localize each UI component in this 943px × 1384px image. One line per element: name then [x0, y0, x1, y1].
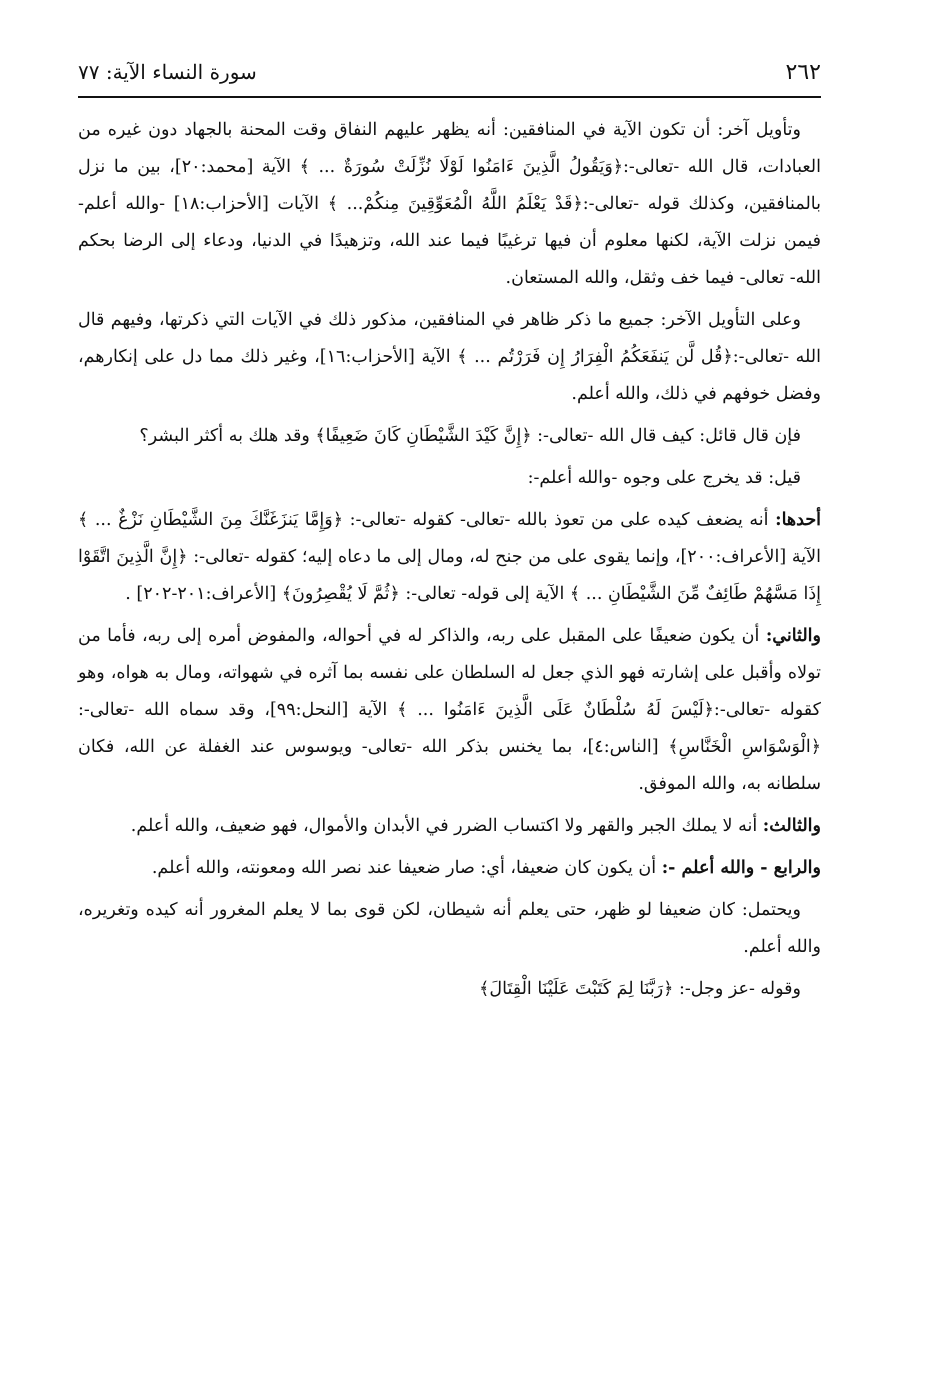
item-second-label: والثاني:	[765, 626, 821, 646]
item-fourth-label: والرابع - والله أعلم -:	[661, 858, 821, 878]
item-first-text: أنه يضعف كيده على من تعوذ بالله -تعالى- كقوله -تعالى-: ﴿وَإِمَّا يَنزَغَنَّكَ مِنَ الشَّيْطَانِ نَزْغٌ ... ﴾ الآية [الأعراف:٢٠٠]، وإنما يقوى على من جنح له، ومال إلى ما دعاه إليه؛ كقوله -تعالى-: ﴿إِنَّ الَّذِينَ اتَّقَوْا إِذَا مَسَّهُمْ طَائِفٌ مِّنَ الشَّيْطَانِ ... ﴾ الآية إلى قوله- تعالى-: ﴿ثُمَّ لَا يُقْصِرُونَ﴾ [الأعراف:٢٠١-٢٠٢] .	[78, 510, 821, 604]
surah-title: سورة النساء الآية: ٧٧	[78, 60, 257, 84]
item-third	[78, 808, 821, 845]
item-third-text: أنه لا يملك الجبر والقهر ولا اكتساب الضرر في الأبدان والأموال، فهو ضعيف، والله أعلم.	[130, 816, 763, 836]
item-second-text: أن يكون ضعيفًا على المقبل على ربه، والذاكر له في أحواله، والمفوض أمره إلى ربه، فأما من تولاه وأقبل على إشارته فهو الذي جعل له السلطان على نفسه بما آثره في شهواته، ومال به هواه، وهو كقوله -تعالى-:﴿لَيْسَ لَهُ سُلْطَانٌ عَلَى الَّذِينَ ءَامَنُوا ... ﴾ الآية [النحل:٩٩]، وقد سماه الله -تعالى-:﴿الْوَسْوَاسِ الْخَنَّاسِ﴾ [الناس:٤]، بما يخنس بذكر الله -تعالى- ويوسوس عند الغفلة عن الله، فكان سلطانه به، والله الموفق.	[78, 626, 821, 794]
paragraph-closing-1: ويحتمل: كان ضعيفا لو ظهر، حتى يعلم أنه شيطان، لكن قوى بما لا يعلم المغرور أنه كيده وتغريره، والله أعلم.	[78, 900, 821, 957]
paragraph-4: قيل: قد يخرج على وجوه -والله أعلم-:	[527, 468, 801, 488]
paragraph-1: وتأويل آخر: أن تكون الآية في المنافقين: أنه يظهر عليهم النفاق وقت المحنة بالجهاد دون غيره من العبادات، قال الله -تعالى-:﴿وَيَقُولُ الَّذِينَ ءَامَنُوا لَوْلَا نُزِّلَتْ سُورَةٌ ... ﴾ الآية [محمد:٢٠]، بين ما نزل بالمنافقين، وكذلك قوله -تعالى-:﴿قَدْ يَعْلَمُ اللَّهُ الْمُعَوِّقِينَ مِنكُمْ... ﴾ الآيات [الأحزاب:١٨] -والله أعلم- فيمن نزلت الآية، لكنها معلوم أن فيها ترغيبًا فيما عند الله، وتزهيدًا في الدنيا، ودعاء إلى الرضا بحكم الله- تعالى- فيما خف وثقل، والله المستعان.	[78, 120, 821, 288]
item-fourth	[78, 850, 821, 887]
header-rule	[78, 96, 821, 98]
item-first	[78, 502, 821, 613]
item-fourth-text: أن يكون كان ضعيفا، أي: صار ضعيفا عند نصر الله ومعونته، والله أعلم.	[151, 858, 662, 878]
paragraph-2: وعلى التأويل الآخر: جميع ما ذكر ظاهر في المنافقين، مذكور ذلك في الآيات التي ذكرتها، وفيهم قال الله -تعالى-:﴿قُل لَّن يَنفَعَكُمُ الْفِرَارُ إِن فَرَرْتُم ... ﴾ الآية [الأحزاب:١٦]، وغير ذلك مما دل على إنكارهم، وفضل خوفهم في ذلك، والله أعلم.	[78, 310, 822, 404]
paragraph-3: فإن قال قائل: كيف قال الله -تعالى-: ﴿إِنَّ كَيْدَ الشَّيْطَانِ كَانَ ضَعِيفًا﴾ وقد هلك به أكثر البشر؟	[139, 426, 801, 446]
page-header	[78, 58, 821, 94]
page-body	[78, 112, 821, 1013]
item-first-label: أحدها:	[775, 510, 821, 530]
item-third-label: والثالث:	[762, 816, 821, 836]
item-second	[78, 618, 821, 803]
paragraph-closing-2: وقوله -عز وجل-: ﴿رَبَّنَا لِمَ كَتَبْتَ عَلَيْنَا الْقِتَالَ﴾	[479, 979, 801, 999]
page-number: ٢٦٢	[785, 60, 821, 85]
